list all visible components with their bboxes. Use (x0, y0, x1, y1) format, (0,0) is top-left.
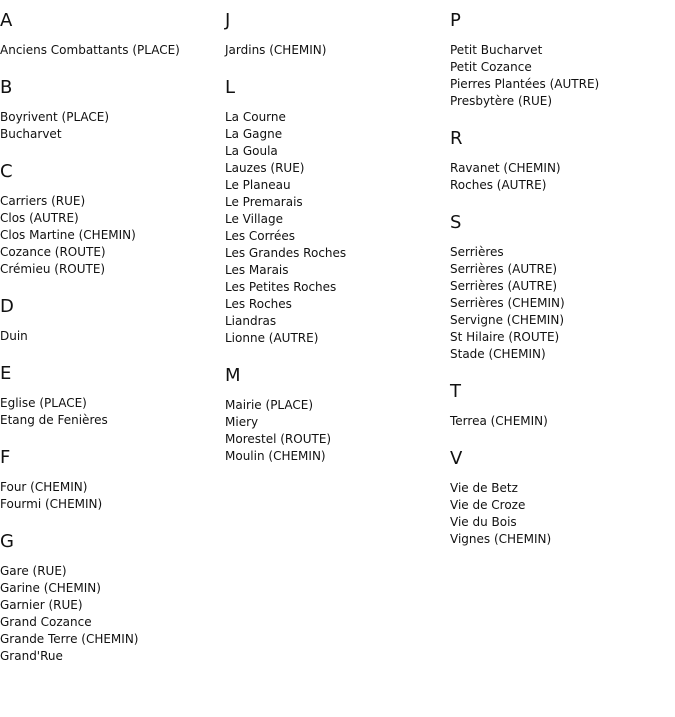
letter-group (450, 10, 675, 110)
street-list (0, 479, 225, 513)
letter-heading: M (225, 365, 241, 386)
street-link[interactable]: Les Marais (225, 263, 289, 277)
street-link[interactable]: Le Planeau (225, 178, 291, 192)
letter-heading: T (450, 381, 461, 402)
street-link[interactable]: Anciens Combattants (PLACE) (0, 43, 180, 57)
street-link[interactable]: La Gagne (225, 127, 283, 141)
street-link[interactable]: Vie du Bois (450, 515, 517, 529)
street-link[interactable]: Ravanet (CHEMIN) (450, 161, 561, 175)
index-column (450, 10, 675, 566)
street-link[interactable]: Cozance (ROUTE) (0, 245, 106, 259)
letter-heading: S (450, 212, 462, 233)
street-link[interactable]: Eglise (PLACE) (0, 396, 87, 410)
index-column (0, 10, 225, 683)
street-link[interactable]: Serrières (AUTRE) (450, 279, 558, 293)
street-link[interactable]: Moulin (CHEMIN) (225, 449, 326, 463)
street-link[interactable]: Stade (CHEMIN) (450, 347, 546, 361)
street-list (0, 328, 225, 345)
street-link[interactable]: Grand Cozance (0, 615, 92, 629)
street-link[interactable]: Pierres Plantées (AUTRE) (450, 77, 600, 91)
street-list (450, 244, 675, 363)
street-list (450, 413, 675, 430)
street-link[interactable]: Carriers (RUE) (0, 194, 86, 208)
letter-group (225, 10, 450, 59)
street-link[interactable]: Bucharvet (0, 127, 62, 141)
street-link[interactable]: Lauzes (RUE) (225, 161, 305, 175)
letter-heading: J (225, 10, 231, 31)
street-link[interactable]: Le Premarais (225, 195, 303, 209)
street-list (450, 160, 675, 194)
letter-group (0, 447, 225, 513)
letter-heading: R (450, 128, 463, 149)
street-link[interactable]: St Hilaire (ROUTE) (450, 330, 560, 344)
letter-heading: D (0, 296, 14, 317)
letter-heading: G (0, 531, 14, 552)
street-link[interactable]: Lionne (AUTRE) (225, 331, 319, 345)
street-link[interactable]: Le Village (225, 212, 283, 226)
letter-heading: E (0, 363, 12, 384)
street-link[interactable]: Clos (AUTRE) (0, 211, 79, 225)
street-link[interactable]: Crémieu (ROUTE) (0, 262, 106, 276)
street-list (450, 480, 675, 548)
street-link[interactable]: Gare (RUE) (0, 564, 67, 578)
street-link[interactable]: Miery (225, 415, 259, 429)
letter-group (0, 161, 225, 278)
letter-group (450, 128, 675, 194)
letter-group (450, 381, 675, 430)
street-list (225, 397, 450, 465)
street-list (450, 42, 675, 110)
street-link[interactable]: Servigne (CHEMIN) (450, 313, 565, 327)
street-link[interactable]: Grande Terre (CHEMIN) (0, 632, 139, 646)
street-link[interactable]: Garnier (RUE) (0, 598, 83, 612)
letter-group (0, 10, 225, 59)
letter-heading: B (0, 77, 13, 98)
street-link[interactable]: Mairie (PLACE) (225, 398, 314, 412)
street-link[interactable]: Les Roches (225, 297, 292, 311)
index-column (225, 10, 450, 483)
street-list (0, 395, 225, 429)
street-link[interactable]: Les Corrées (225, 229, 296, 243)
letter-group (450, 448, 675, 548)
letter-heading: C (0, 161, 13, 182)
street-link[interactable]: Boyrivent (PLACE) (0, 110, 110, 124)
letter-heading: L (225, 77, 236, 98)
street-link[interactable]: Vie de Croze (450, 498, 526, 512)
street-link[interactable]: Duin (0, 329, 28, 343)
street-link[interactable]: Serrières (AUTRE) (450, 262, 558, 276)
street-link[interactable]: Garine (CHEMIN) (0, 581, 101, 595)
street-link[interactable]: Vie de Betz (450, 481, 518, 495)
letter-group (450, 212, 675, 363)
street-link[interactable]: Liandras (225, 314, 277, 328)
street-link[interactable]: Vignes (CHEMIN) (450, 532, 552, 546)
street-list (225, 42, 450, 59)
street-link[interactable]: Les Petites Roches (225, 280, 337, 294)
street-link[interactable]: Roches (AUTRE) (450, 178, 547, 192)
street-link[interactable]: Grand'Rue (0, 649, 63, 663)
street-link[interactable]: Petit Cozance (450, 60, 532, 74)
street-link[interactable]: Les Grandes Roches (225, 246, 347, 260)
letter-group (0, 77, 225, 143)
street-link[interactable]: Four (CHEMIN) (0, 480, 88, 494)
letter-heading: F (0, 447, 11, 468)
letter-heading: P (450, 10, 461, 31)
letter-group (0, 296, 225, 345)
street-link[interactable]: Presbytère (RUE) (450, 94, 553, 108)
street-list (0, 563, 225, 665)
street-list (0, 109, 225, 143)
street-link[interactable]: Terrea (CHEMIN) (450, 414, 548, 428)
street-link[interactable]: Jardins (CHEMIN) (225, 43, 327, 57)
street-list (0, 193, 225, 278)
street-link[interactable]: Petit Bucharvet (450, 43, 543, 57)
letter-group (0, 363, 225, 429)
street-link[interactable]: Fourmi (CHEMIN) (0, 497, 103, 511)
street-link[interactable]: Serrières (CHEMIN) (450, 296, 565, 310)
street-link[interactable]: Serrières (450, 245, 504, 259)
street-list (0, 42, 225, 59)
street-link[interactable]: La Goula (225, 144, 278, 158)
street-list (225, 109, 450, 347)
letter-heading: V (450, 448, 463, 469)
letter-group (0, 531, 225, 665)
letter-group (225, 77, 450, 347)
street-link[interactable]: Clos Martine (CHEMIN) (0, 228, 136, 242)
letter-group (225, 365, 450, 465)
street-link[interactable]: Morestel (ROUTE) (225, 432, 332, 446)
street-link[interactable]: Etang de Fenières (0, 413, 108, 427)
street-link[interactable]: La Courne (225, 110, 286, 124)
letter-heading: A (0, 10, 13, 31)
